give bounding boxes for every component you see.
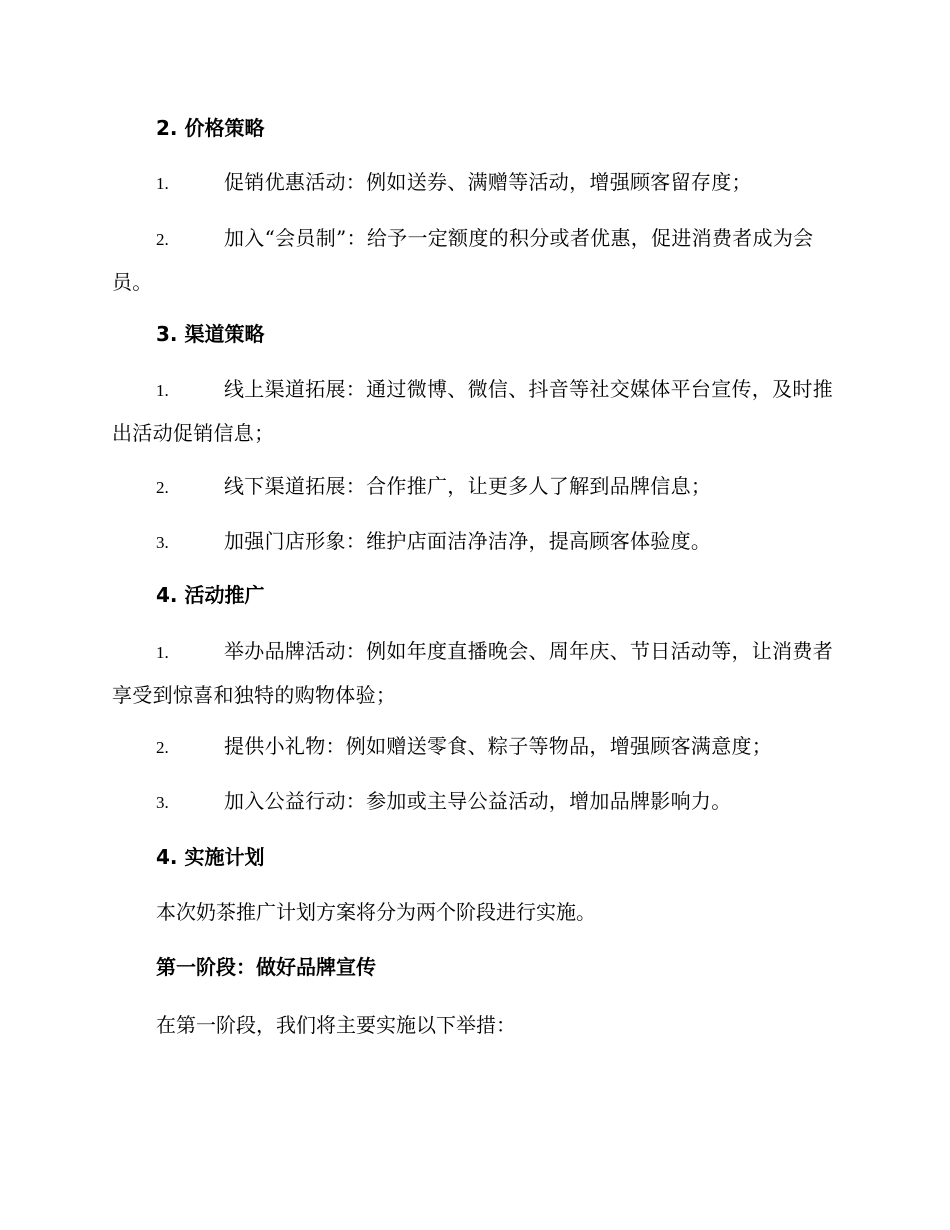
- list-item: [112, 725, 834, 769]
- list-item-text: 加入“会员制”：给予一定额度的积分或者优惠，促进消费者成为会员。: [112, 226, 814, 294]
- phase1-heading: 第一阶段：做好品牌宣传: [156, 955, 376, 979]
- section-heading-promo: 4. 活动推广: [156, 583, 265, 607]
- list-item-number: 1.: [156, 643, 169, 662]
- list-item: [112, 368, 834, 454]
- list-item-number: 3.: [156, 793, 169, 812]
- list-item: [112, 161, 834, 205]
- section-heading-price: 2. 价格策略: [156, 116, 265, 140]
- list-item-text: 促销优惠活动：例如送券、满赠等活动，增强顾客留存度；: [224, 170, 752, 194]
- list-item-text: 提供小礼物：例如赠送零食、粽子等物品，增强顾客满意度；: [224, 734, 773, 758]
- list-item: [112, 465, 834, 509]
- list-item: [112, 630, 834, 716]
- list-item-text: 举办品牌活动：例如年度直播晚会、周年庆、节日活动等，让消费者享受到惊喜和独特的购物体验；: [112, 639, 833, 707]
- list-item-number: 2.: [156, 738, 169, 757]
- list-item-number: 3.: [156, 533, 169, 552]
- list-item-text: 线下渠道拓展：合作推广，让更多人了解到品牌信息；: [224, 474, 712, 498]
- list-item-number: 2.: [156, 478, 169, 497]
- list-item-text: 加强门店形象：维护店面洁净洁净，提高顾客体验度。: [224, 529, 712, 553]
- plan-intro-paragraph: 本次奶茶推广计划方案将分为两个阶段进行实施。: [156, 900, 596, 924]
- section-heading-channel: 3. 渠道策略: [156, 322, 265, 346]
- list-item: [112, 780, 834, 824]
- phase1-intro-paragraph: 在第一阶段，我们将主要实施以下举措：: [156, 1013, 516, 1037]
- list-item-text: 线上渠道拓展：通过微博、微信、抖音等社交媒体平台宣传，及时推出活动促销信息；: [112, 377, 833, 445]
- list-item-text: 加入公益行动：参加或主导公益活动，增加品牌影响力。: [224, 789, 732, 813]
- section-heading-plan: 4. 实施计划: [156, 845, 265, 869]
- list-item: [112, 217, 834, 303]
- list-item: [112, 520, 834, 564]
- list-item-number: 1.: [156, 174, 169, 193]
- list-item-number: 2.: [156, 230, 169, 249]
- list-item-number: 1.: [156, 381, 169, 400]
